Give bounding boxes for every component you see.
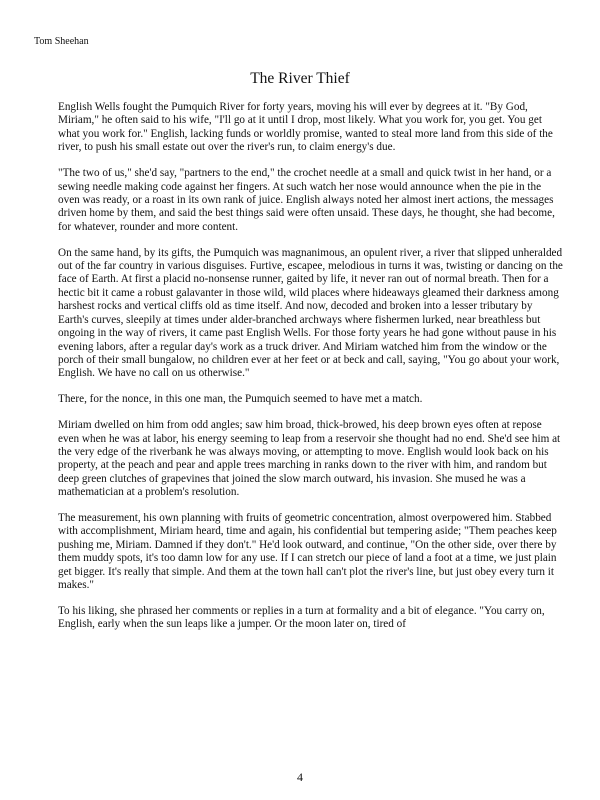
story-title: The River Thief xyxy=(250,70,350,87)
paragraph: Miriam dwelled on him from odd angles; saw him broad, thick-browed, his deep brown eyes often at repose even when he was at labor, his energy seeming to leap from a reservoir she thought had no end. She'd see him at the very edge of the riverbank he was always moving, or attempting to move. English would look back on his property, at the peach and pear and apple trees marching in ranks down to the river with him, and random but deep green clutches of grapevines that joined the slow march outward, his invasion. She mused he was a mathematician at a problem's resolution. xyxy=(58,419,561,499)
page-number: 4 xyxy=(297,770,303,784)
paragraph: On the same hand, by its gifts, the Pumquich was magnanimous, an opulent river, a river that slipped unheralded out of the far country in various disguises. Furtive, escapee, melodious in turns it was, twisting or dancing on the face of Earth. At first a placid no-nonsense runner, gaited by life, it never ran out of normal breath. Then for a hectic bit it came a robust galavanter in those wild, wild places where hideaways gleamed their darkness among harshest rocks and vertical cliffs old as time itself. And now, decoded and broken into a lesser tributary by Earth's curves, sleepily at times under alder-branched archways where fishermen lurked, near breathless but ongoing in the way of rivers, it came past English Wells. For those forty years he had gone without pause in his evening labors, after a regular day's work as a truck driver. And Miriam watched him from the window or the porch of their small bungalow, no children ever at her feet or at beck and call, saying, "You go about your work, English. We have no call on us otherwise." xyxy=(58,246,563,380)
paragraph: "The two of us," she'd say, "partners to the end," the crochet needle at a small and quick twist in her hand, or a sewing needle making code against her fingers. At such watch her nose would announce when the pie in the oven was ready, or a roast in its own rank of juice. English always noted her almost inert actions, the messages driven home by them, and said the best things said were often unsaid. These days, he thought, she had become, for whatever, rounder and more content. xyxy=(58,167,555,233)
paragraph: To his liking, she phrased her comments or replies in a turn at formality and a bit of elegance. "You carry on, English, early when the sun leaps like a jumper. Or the moon later on, tired of xyxy=(58,605,545,631)
paragraph: English Wells fought the Pumquich River for forty years, moving his will ever by degrees at it. "By God, Miriam," he often said to his wife, "I'll go at it until I drop, most likely. What you work for, you get. You get what you work for." English, lacking funds or worldly promise, wanted to steal more land from this side of the river, to push his small estate out over the river's run, to claim energy's due. xyxy=(58,101,553,154)
story-body xyxy=(58,101,563,644)
running-header-author: Tom Sheehan xyxy=(34,36,89,47)
paragraph: The measurement, his own planning with fruits of geometric concentration, almost overpowered him. Stabbed with accomplishment, Miriam heard, time and again, his confidential but tempering aside; "Them peaches keep pushing me, Miriam. Damned if they don't." He'd look outward, and continue, "On the other side, over there by them muddy spots, it's too damn low for any use. If I can stretch our piece of land a foot at a time, we just plain get bigger. It's really that simple. And them at the town hall can't plot the river's line, but just obey every turn it makes." xyxy=(58,512,557,592)
paragraph: There, for the nonce, in this one man, the Pumquich seemed to have met a match. xyxy=(58,393,423,406)
